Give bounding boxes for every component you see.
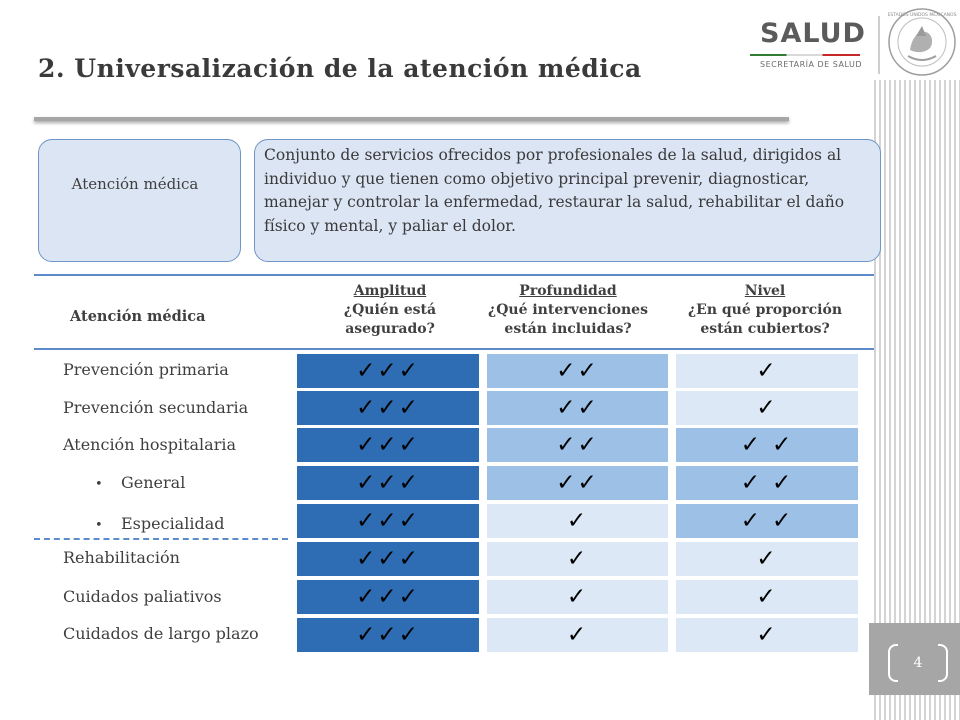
row-label-text: Especialidad — [121, 514, 225, 533]
row-label-prevencion-primaria: Prevención primaria — [63, 360, 229, 379]
cell-profundidad: ✓✓ — [487, 428, 668, 462]
cell-nivel: ✓ — [676, 391, 858, 425]
column-header-amplitud — [300, 282, 480, 339]
cell-nivel: ✓ — [676, 580, 858, 614]
cell-amplitud: ✓✓✓ — [297, 618, 479, 652]
definition-label: Atención médica — [71, 175, 199, 193]
cell-nivel: ✓ — [676, 354, 858, 388]
definition-text: Conjunto de servicios ofrecidos por profesionales de la salud, dirigidos al individuo y que tienen como objetivo principal prevenir, diagnosticar, manejar y controlar la enfermedad, restaurar la salud, rehabilitar el daño físico y mental, y paliar el dolor. — [264, 146, 845, 235]
cell-nivel: ✓ ✓ — [676, 466, 858, 500]
page-number — [888, 644, 948, 682]
cell-amplitud: ✓✓✓ — [297, 428, 479, 462]
logo-wordmark: SALUD — [760, 18, 866, 49]
cell-amplitud: ✓✓✓ — [297, 580, 479, 614]
page-number-text: 4 — [913, 655, 923, 671]
cell-nivel: ✓ ✓ — [676, 428, 858, 462]
cell-amplitud: ✓✓✓ — [297, 391, 479, 425]
row-label-rehabilitacion: Rehabilitación — [63, 548, 180, 567]
cell-amplitud: ✓✓✓ — [297, 466, 479, 500]
row-label-prevencion-secundaria: Prevención secundaria — [63, 398, 249, 417]
cell-profundidad: ✓✓ — [487, 354, 668, 388]
column-title: Nivel — [744, 283, 786, 299]
column-title: Profundidad — [519, 283, 617, 299]
column-question: ¿En qué proporción están cubiertos? — [687, 302, 843, 337]
cell-nivel: ✓ — [676, 542, 858, 576]
column-header-nivel — [670, 282, 860, 339]
column-header-profundidad — [468, 282, 668, 339]
logo-subtitle: SECRETARÍA DE SALUD — [760, 60, 863, 69]
column-question: ¿Qué intervenciones están incluidas? — [488, 302, 648, 337]
cell-nivel: ✓ — [676, 618, 858, 652]
row-label-general — [95, 473, 185, 492]
title-underline — [34, 117, 789, 121]
cell-profundidad: ✓ — [487, 618, 668, 652]
row-label-cuidados-largo-plazo: Cuidados de largo plazo — [63, 624, 259, 643]
slide-title: 2. Universalización de la atención médica — [38, 54, 642, 83]
column-question: ¿Quién está asegurado? — [343, 302, 437, 337]
cell-amplitud: ✓✓✓ — [297, 542, 479, 576]
bullet: • — [95, 477, 103, 492]
column-title: Amplitud — [353, 283, 427, 299]
bullet: • — [95, 518, 103, 533]
national-seal-icon — [886, 6, 958, 78]
salud-logo — [742, 18, 866, 70]
row-label-especialidad — [95, 514, 224, 533]
row-header-label: Atención médica — [70, 308, 206, 325]
logo-tricolor-line — [750, 54, 860, 56]
cell-nivel: ✓ ✓ — [676, 504, 858, 538]
cell-profundidad: ✓ — [487, 504, 668, 538]
table-header-rule — [34, 348, 874, 350]
seal-text: ESTADOS UNIDOS MEXICANOS — [887, 13, 957, 18]
cell-profundidad: ✓ — [487, 580, 668, 614]
table-dashed-rule — [34, 538, 288, 540]
row-label-cuidados-paliativos: Cuidados paliativos — [63, 587, 222, 606]
cell-profundidad: ✓ — [487, 542, 668, 576]
cell-amplitud: ✓✓✓ — [297, 504, 479, 538]
row-label-atencion-hospitalaria: Atención hospitalaria — [63, 435, 237, 454]
table-top-rule — [34, 274, 874, 276]
logo-divider — [878, 16, 880, 74]
cell-amplitud: ✓✓✓ — [297, 354, 479, 388]
definition-label-box — [38, 139, 241, 262]
row-label-text: General — [121, 473, 186, 492]
cell-profundidad: ✓✓ — [487, 391, 668, 425]
cell-profundidad: ✓✓ — [487, 466, 668, 500]
